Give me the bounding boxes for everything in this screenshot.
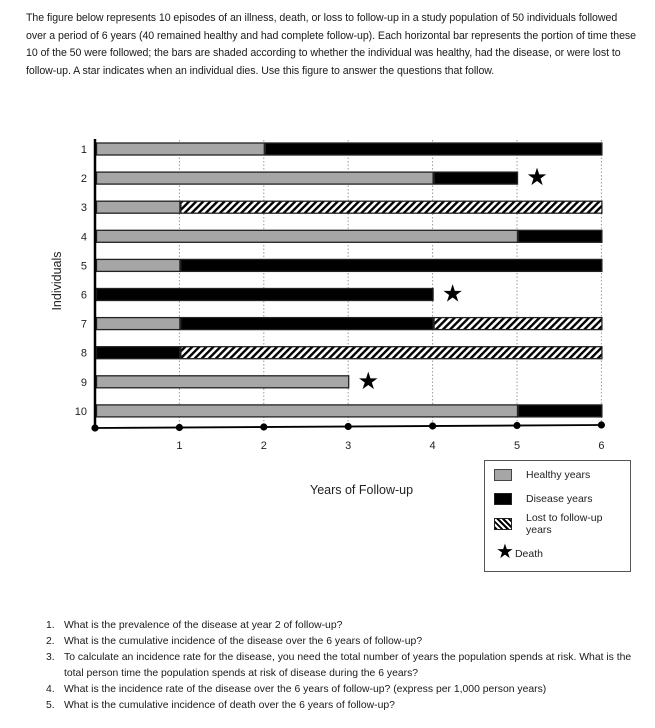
x-tick-dot (260, 423, 267, 430)
x-tick-dot (513, 422, 520, 429)
legend-label-healthy: Healthy years (526, 469, 591, 481)
y-tick-label: 1 (80, 144, 87, 156)
x-tick-dot (598, 421, 605, 428)
y-tick-label: 7 (80, 318, 87, 331)
death-star-icon: ★ (441, 279, 464, 308)
bar-segment-disease (265, 143, 602, 155)
bar-segment-lost (181, 201, 602, 213)
bar-segment-healthy (97, 172, 434, 184)
x-axis-title: Years of Follow-up (310, 483, 414, 497)
bar-segment-healthy (97, 376, 349, 388)
bar-segment-disease (97, 347, 180, 359)
x-tick-label: 3 (345, 440, 352, 452)
y-tick-label: 8 (80, 347, 87, 360)
bar-segment-healthy (97, 259, 180, 271)
x-tick-label: 5 (513, 440, 521, 452)
legend-item-healthy (485, 465, 630, 485)
star-icon: ★ (496, 539, 514, 563)
death-star-icon: ★ (357, 366, 379, 395)
bar-segment-healthy (97, 405, 518, 417)
chart-legend (484, 460, 631, 572)
question-item: 2. What is the cumulative incidence of the disease over the 6 years of follow-up? (46, 636, 423, 647)
legend-item-death (485, 541, 630, 561)
y-tick-label: 2 (80, 173, 87, 186)
question-item: 3. To calculate an incidence rate for the disease, you need the total number of years the population spends at risk. What is the total person time the population spends at risk of disease during the 6 years? (46, 652, 632, 679)
y-tick-label: 5 (80, 260, 87, 273)
legend-item-disease (485, 489, 630, 509)
bar-segment-disease (519, 230, 602, 242)
question-item: 1. What is the prevalence of the disease at year 2 of follow-up? (46, 620, 343, 631)
bar-segment-disease (181, 259, 602, 271)
bar-segment-healthy (97, 201, 180, 213)
y-tick-label: 3 (80, 202, 87, 215)
bar-segment-lost (181, 347, 602, 359)
x-tick-dot (345, 423, 352, 430)
legend-label-lost: Lost to follow-up years (526, 512, 603, 536)
bar-segment-disease (181, 318, 433, 330)
legend-label-disease: Disease years (526, 493, 593, 505)
x-tick-labels (176, 440, 604, 452)
bar-segment-lost (434, 318, 602, 330)
y-tick-labels (75, 144, 87, 418)
bar-segment-disease (434, 172, 517, 184)
question-item: 4. What is the incidence rate of the disease over the 6 years of follow-up? (express per 1,000 person years) (46, 684, 547, 695)
legend-item-lost (485, 514, 630, 534)
y-axis-title: Individuals (50, 251, 64, 311)
death-star-icon: ★ (526, 163, 548, 192)
bar-segment-disease (97, 289, 434, 301)
disease-swatch-icon (494, 493, 512, 505)
x-tick-dot (91, 424, 98, 431)
y-tick-label: 9 (80, 376, 87, 389)
x-tick-dot (429, 422, 436, 429)
x-tick-label: 4 (429, 440, 436, 452)
x-tick-label: 6 (598, 440, 605, 452)
hatch-swatch-icon (494, 518, 512, 530)
x-tick-label: 2 (260, 440, 267, 452)
healthy-swatch-icon (494, 469, 512, 481)
bar-segment-healthy (97, 143, 265, 155)
question-list (46, 618, 646, 714)
bar-segment-healthy (97, 230, 518, 242)
x-tick-dot (176, 424, 183, 431)
x-tick-label: 1 (176, 440, 183, 452)
question-item: 5. What is the cumulative incidence of death over the 6 years of follow-up? (46, 700, 395, 711)
bar-segment-healthy (97, 318, 180, 330)
intro-paragraph: The figure below represents 10 episodes of an illness, death, or loss to follow-up in a study population of 50 individuals followed over a period of 6 years (40 remained healthy and had complete follow-up). Each horizontal bar represents the portion of time these 10 of the 50 were followed; the bars are shaded according to whether the individual was healthy, had the disease, or were lost to follow-up. A star indicates when an individual dies. Use this figure to answer the questions that follow. (26, 12, 637, 77)
legend-label-death: Death (514, 548, 543, 560)
y-tick-label: 10 (74, 405, 87, 418)
y-tick-label: 6 (80, 289, 87, 302)
y-tick-label: 4 (80, 231, 87, 244)
bar-segment-disease (519, 405, 602, 417)
bars-group (97, 143, 602, 417)
